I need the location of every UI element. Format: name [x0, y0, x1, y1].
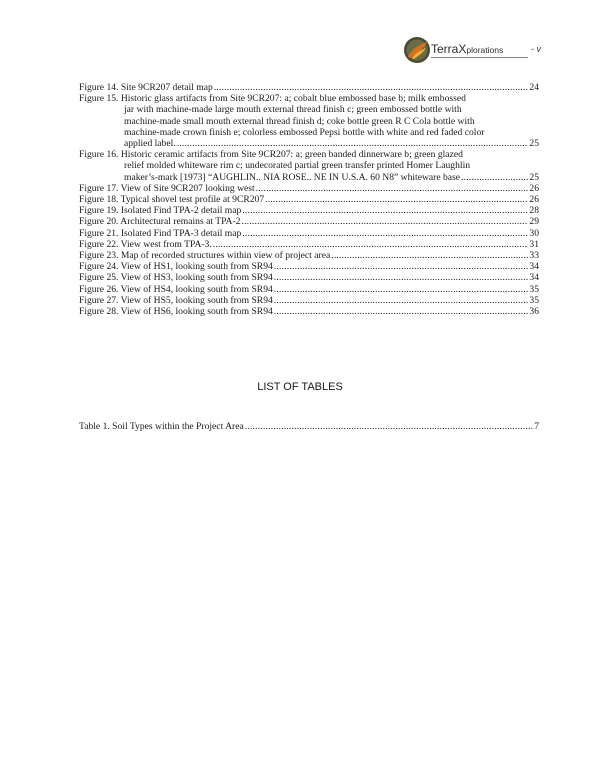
entry-title-line: machine-made crown finish e; colorless embossed Pepsi bottle with white and red faded color	[124, 126, 485, 138]
list-of-tables-heading: LIST OF TABLES	[257, 381, 343, 393]
entry-title: Figure 20. Architectural remains at TPA-2	[79, 216, 241, 228]
brand-name: TerraXplorations	[431, 42, 504, 56]
dot-leader	[245, 421, 533, 432]
entry-title: applied label.	[124, 138, 176, 150]
dot-leader	[214, 82, 529, 93]
entry-title: Figure 23. Map of recorded structures within view of project area	[79, 250, 331, 262]
entry-title: Figure 25. View of HS3, looking south from SR94	[79, 272, 273, 284]
entry-title-line: Figure 15. Historic glass artifacts from Site 9CR207: a; cobalt blue embossed base b; milk embossed	[79, 93, 466, 105]
figure-entry	[79, 284, 539, 295]
dot-leader	[274, 295, 529, 306]
figure-entry	[79, 216, 539, 227]
entry-title: Figure 18. Typical shovel test profile at 9CR207	[79, 194, 265, 206]
figure-entry	[79, 272, 539, 283]
entry-page-number: 7	[534, 421, 539, 432]
entry-page-number: 26	[529, 194, 539, 206]
entry-title-line: relief molded whiteware rim c; undecorated partial green transfer printed Homer Laughlin	[124, 160, 471, 172]
dot-leader	[265, 194, 528, 205]
dot-leader	[241, 216, 528, 227]
dot-leader	[461, 172, 528, 183]
dot-leader	[274, 272, 529, 283]
figure-entry	[79, 261, 539, 272]
dot-leader	[256, 183, 529, 194]
entry-title: Table 1. Soil Types within the Project Area	[79, 421, 244, 432]
entry-page-number: 24	[529, 82, 539, 93]
entry-title-line: jar with machine-made large mouth external thread finish c; green embossed bottle with	[124, 104, 462, 116]
figure-entry	[79, 93, 539, 149]
entry-page-number: 25	[529, 171, 539, 183]
entry-page-number: 35	[529, 283, 539, 295]
entry-title: Figure 21. Isolated Find TPA-3 detail map	[79, 227, 242, 239]
entry-title: maker’s-mark [1973] “AUGHLIN.. NIA ROSE.. NE IN U.S.A. 60 N8” whiteware base	[124, 171, 461, 183]
entry-title: Figure 27. View of HS5, looking south from SR94	[79, 294, 273, 306]
entry-title: Figure 14. Site 9CR207 detail map	[79, 82, 213, 93]
list-of-figures	[79, 82, 539, 317]
dot-leader	[274, 306, 529, 317]
entry-page-number: 31	[529, 238, 539, 250]
dot-leader	[331, 250, 528, 261]
list-of-tables	[79, 421, 539, 432]
figure-entry	[79, 194, 539, 205]
entry-title-line: machine-made small mouth external thread finish d; coke bottle green R C Cola bottle with	[124, 115, 475, 127]
table-entry	[79, 421, 539, 432]
figure-entry	[79, 295, 539, 306]
dot-leader	[177, 138, 529, 149]
entry-page-number: 36	[529, 306, 539, 318]
entry-page-number: 25	[529, 138, 539, 150]
entry-page-number: 34	[529, 261, 539, 273]
entry-page-number: 34	[529, 272, 539, 284]
dot-leader	[274, 261, 529, 272]
figure-entry	[79, 149, 539, 183]
entry-page-number: 33	[529, 250, 539, 262]
page-header	[403, 36, 553, 66]
header-rule	[431, 57, 528, 58]
entry-page-number: 28	[529, 205, 539, 217]
dot-leader	[213, 239, 529, 250]
entry-title: Figure 17. View of Site 9CR207 looking west	[79, 182, 255, 194]
entry-title-line: Figure 16. Historic ceramic artifacts from Site 9CR207: a; green banded dinnerware b; green glazed	[79, 149, 463, 161]
entry-page-number: 35	[529, 294, 539, 306]
figure-entry	[79, 250, 539, 261]
dot-leader	[242, 205, 528, 216]
entry-page-number: 30	[529, 227, 539, 239]
entry-page-number: 26	[529, 182, 539, 194]
entry-page-number: 29	[529, 216, 539, 228]
figure-entry	[79, 239, 539, 250]
dot-leader	[274, 284, 529, 295]
figure-entry	[79, 306, 539, 317]
entry-title: Figure 22. View west from TPA-3.	[79, 238, 212, 250]
dot-leader	[242, 228, 528, 239]
figure-entry	[79, 205, 539, 216]
figure-entry	[79, 228, 539, 239]
entry-title: Figure 24. View of HS1, looking south from SR94	[79, 261, 273, 273]
figure-entry	[79, 82, 539, 93]
entry-title: Figure 26. View of HS4, looking south from SR94	[79, 283, 273, 295]
entry-title: Figure 19. Isolated Find TPA-2 detail map	[79, 205, 242, 217]
figure-entry	[79, 183, 539, 194]
entry-title: Figure 28. View of HS6, looking south from SR94	[79, 306, 273, 318]
terraxplorations-logo-icon	[403, 36, 431, 64]
page-number: - v	[531, 44, 541, 54]
